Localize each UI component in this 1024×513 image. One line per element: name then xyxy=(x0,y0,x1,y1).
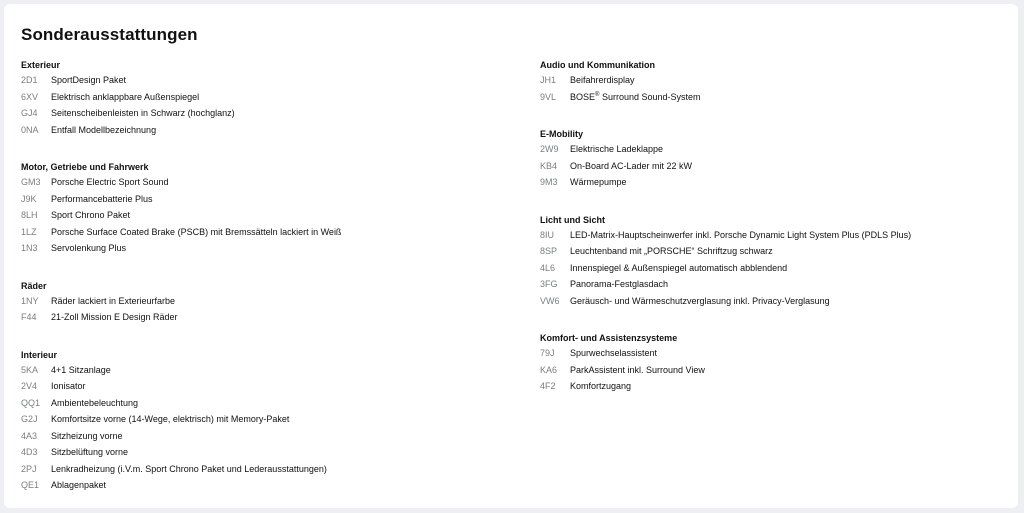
option-code: G2J xyxy=(21,414,38,424)
option-label-text: Servolenkung Plus xyxy=(51,243,127,253)
option-code: VW6 xyxy=(540,295,560,306)
option-code: QE1 xyxy=(21,480,40,490)
option-label-suffix: Surround Sound-System xyxy=(599,91,701,102)
option-row xyxy=(21,395,511,412)
option-code: GJ4 xyxy=(21,108,38,118)
section-komfort-und-assistenzsysteme xyxy=(540,330,1010,395)
option-row xyxy=(21,122,511,139)
option-row xyxy=(21,411,511,428)
option-label-text: Seitenscheibenleisten in Schwarz (hochglanz) xyxy=(51,108,235,118)
option-row xyxy=(21,309,511,326)
option-row xyxy=(540,378,1010,395)
option-label-text: Ambientebeleuchtung xyxy=(51,397,139,408)
option-label-text: Sport Chrono Paket xyxy=(51,210,131,220)
section-heading: Räder xyxy=(21,280,47,291)
section-e-mobility xyxy=(540,126,1010,191)
option-label xyxy=(51,411,289,428)
section-heading: Audio und Kommunikation xyxy=(540,60,655,70)
option-row xyxy=(21,293,511,310)
option-label-text: Geräusch- und Wärmeschutzverglasung inkl. Privacy-Verglasung xyxy=(570,295,830,306)
section-licht-und-sicht xyxy=(540,212,1010,310)
option-row xyxy=(540,260,1010,277)
section-heading: Licht und Sicht xyxy=(540,214,605,225)
option-code: KB4 xyxy=(540,160,558,171)
option-label-text: Leuchtenband mit „PORSCHE“ Schriftzug schwarz xyxy=(570,246,773,256)
option-row xyxy=(21,378,511,395)
option-label-text: Beifahrerdisplay xyxy=(570,75,635,85)
option-label xyxy=(570,89,701,106)
option-label xyxy=(570,243,773,260)
option-label xyxy=(570,362,705,379)
option-row xyxy=(21,89,511,106)
option-row xyxy=(21,461,511,478)
section-exterieur xyxy=(21,57,511,138)
option-row xyxy=(540,276,1010,293)
option-label-text: 21-Zoll Mission E Design Räder xyxy=(51,312,178,322)
option-code: 8IU xyxy=(540,229,555,240)
option-label-text: Lenkradheizung (i.V.m. Sport Chrono Paket und Lederausstattungen) xyxy=(51,463,327,474)
option-code: 8LH xyxy=(21,210,38,220)
option-label-text: Sitzbelüftung vorne xyxy=(51,447,129,457)
page-title: Sonderausstattungen xyxy=(21,25,198,44)
option-row xyxy=(540,227,1010,244)
option-row xyxy=(540,89,1010,106)
option-label-text: On-Board AC-Lader mit 22 kW xyxy=(570,160,693,171)
section-heading: Motor, Getriebe und Fahrwerk xyxy=(21,162,149,172)
option-code: 6XV xyxy=(21,91,39,102)
option-label xyxy=(570,260,787,277)
option-label-text: Ionisator xyxy=(51,381,86,391)
option-code: 2V4 xyxy=(21,381,38,391)
option-code: 2PJ xyxy=(21,463,37,474)
option-label-text: Komfortsitze vorne (14-Wege, elektrisch) mit Memory-Paket xyxy=(51,414,290,424)
section-heading: Exterieur xyxy=(21,60,61,70)
option-label xyxy=(51,378,86,395)
option-label xyxy=(51,444,128,461)
option-label xyxy=(51,461,327,478)
section-interieur xyxy=(21,347,511,494)
option-label-text: Spurwechselassistent xyxy=(570,348,658,358)
option-label-text: Innenspiegel & Außenspiegel automatisch abblendend xyxy=(570,262,788,273)
option-label-text: Sitzheizung vorne xyxy=(51,430,123,441)
option-row xyxy=(21,428,511,445)
option-code: QQ1 xyxy=(21,397,41,408)
option-row xyxy=(21,207,511,224)
option-code: 79J xyxy=(540,348,555,358)
option-label xyxy=(51,105,235,122)
option-label-text: SportDesign Paket xyxy=(51,75,127,85)
option-row xyxy=(540,345,1010,362)
option-label-text: ParkAssistent inkl. Surround View xyxy=(570,364,705,375)
option-label xyxy=(51,89,199,106)
option-code: 2D1 xyxy=(21,75,38,85)
option-code: 0NA xyxy=(21,124,39,135)
option-code: 4F2 xyxy=(540,381,556,391)
option-code: 2W9 xyxy=(540,144,559,154)
option-row xyxy=(21,72,511,89)
option-code: F44 xyxy=(21,312,37,322)
option-code: 3FG xyxy=(540,279,558,289)
option-label-text: Komfortzugang xyxy=(570,381,632,391)
option-label xyxy=(51,362,111,379)
option-label xyxy=(570,293,830,310)
option-code: 4D3 xyxy=(21,447,38,457)
option-label xyxy=(570,72,635,89)
section-raeder xyxy=(21,278,511,326)
option-label-text: Wärmepumpe xyxy=(570,177,627,187)
option-row xyxy=(21,240,511,257)
option-label xyxy=(51,72,126,89)
option-label xyxy=(51,207,130,224)
option-label-text: 4+1 Sitzanlage xyxy=(51,364,111,375)
option-row xyxy=(21,477,511,494)
option-code: 1N3 xyxy=(21,243,38,253)
option-row xyxy=(21,362,511,379)
option-label-text: Elektrische Ladeklappe xyxy=(570,144,664,154)
option-label xyxy=(51,428,123,445)
option-label-text: Porsche Electric Sport Sound xyxy=(51,177,169,187)
option-label xyxy=(51,240,126,257)
section-heading: Interieur xyxy=(21,349,58,360)
option-label xyxy=(51,174,169,191)
left-column xyxy=(21,57,511,508)
option-label xyxy=(51,191,153,208)
option-label xyxy=(51,309,178,326)
option-label xyxy=(570,158,692,175)
option-row xyxy=(540,293,1010,310)
option-label xyxy=(51,224,341,241)
option-row xyxy=(540,158,1010,175)
option-label xyxy=(51,477,106,494)
option-row xyxy=(540,174,1010,191)
option-code: 1LZ xyxy=(21,226,37,237)
option-code: 5KA xyxy=(21,364,39,375)
option-row xyxy=(21,174,511,191)
section-motor-getriebe-und-fahrwerk xyxy=(21,159,511,257)
options-card xyxy=(4,4,1018,508)
section-audio-und-kommunikation xyxy=(540,57,1010,105)
option-code: 8SP xyxy=(540,246,558,256)
option-row xyxy=(21,224,511,241)
option-label xyxy=(570,276,668,293)
option-label-text: Entfall Modellbezeichnung xyxy=(51,124,157,135)
option-code: 1NY xyxy=(21,295,39,306)
option-label xyxy=(570,378,631,395)
option-label xyxy=(570,141,663,158)
option-label xyxy=(570,174,627,191)
option-label xyxy=(51,122,156,139)
option-label-text: Panorama-Festglasdach xyxy=(570,279,669,289)
option-label-text: Performancebatterie Plus xyxy=(51,193,153,204)
option-row xyxy=(21,105,511,122)
option-row xyxy=(540,72,1010,89)
option-code: JH1 xyxy=(540,75,557,85)
option-label xyxy=(570,345,657,362)
option-label-text: LED-Matrix-Hauptscheinwerfer inkl. Porsche Dynamic Light System Plus (PDLS Plus) xyxy=(570,229,912,240)
section-heading: Komfort- und Assistenzsysteme xyxy=(540,333,678,343)
registered-mark: ® xyxy=(595,91,600,98)
option-label xyxy=(51,395,138,412)
option-code: 9VL xyxy=(540,91,557,102)
option-label-text: BOSE xyxy=(570,91,596,102)
option-row xyxy=(540,243,1010,260)
option-row xyxy=(21,191,511,208)
option-row xyxy=(540,362,1010,379)
option-code: 9M3 xyxy=(540,177,558,187)
option-label xyxy=(570,227,911,244)
option-label-text: Porsche Surface Coated Brake (PSCB) mit Bremssätteln lackiert in Weiß xyxy=(51,226,342,237)
section-heading: E-Mobility xyxy=(540,129,583,139)
option-label xyxy=(51,293,175,310)
option-row xyxy=(540,141,1010,158)
option-code: 4A3 xyxy=(21,430,38,441)
option-code: 4L6 xyxy=(540,262,556,273)
option-label-text: Ablagenpaket xyxy=(51,480,107,490)
option-label-text: Räder lackiert in Exterieurfarbe xyxy=(51,295,176,306)
right-column xyxy=(540,57,1010,416)
option-label-text: Elektrisch anklappbare Außenspiegel xyxy=(51,91,200,102)
option-code: KA6 xyxy=(540,364,558,375)
option-code: J9K xyxy=(21,193,37,204)
option-row xyxy=(21,444,511,461)
option-code: GM3 xyxy=(21,177,41,187)
